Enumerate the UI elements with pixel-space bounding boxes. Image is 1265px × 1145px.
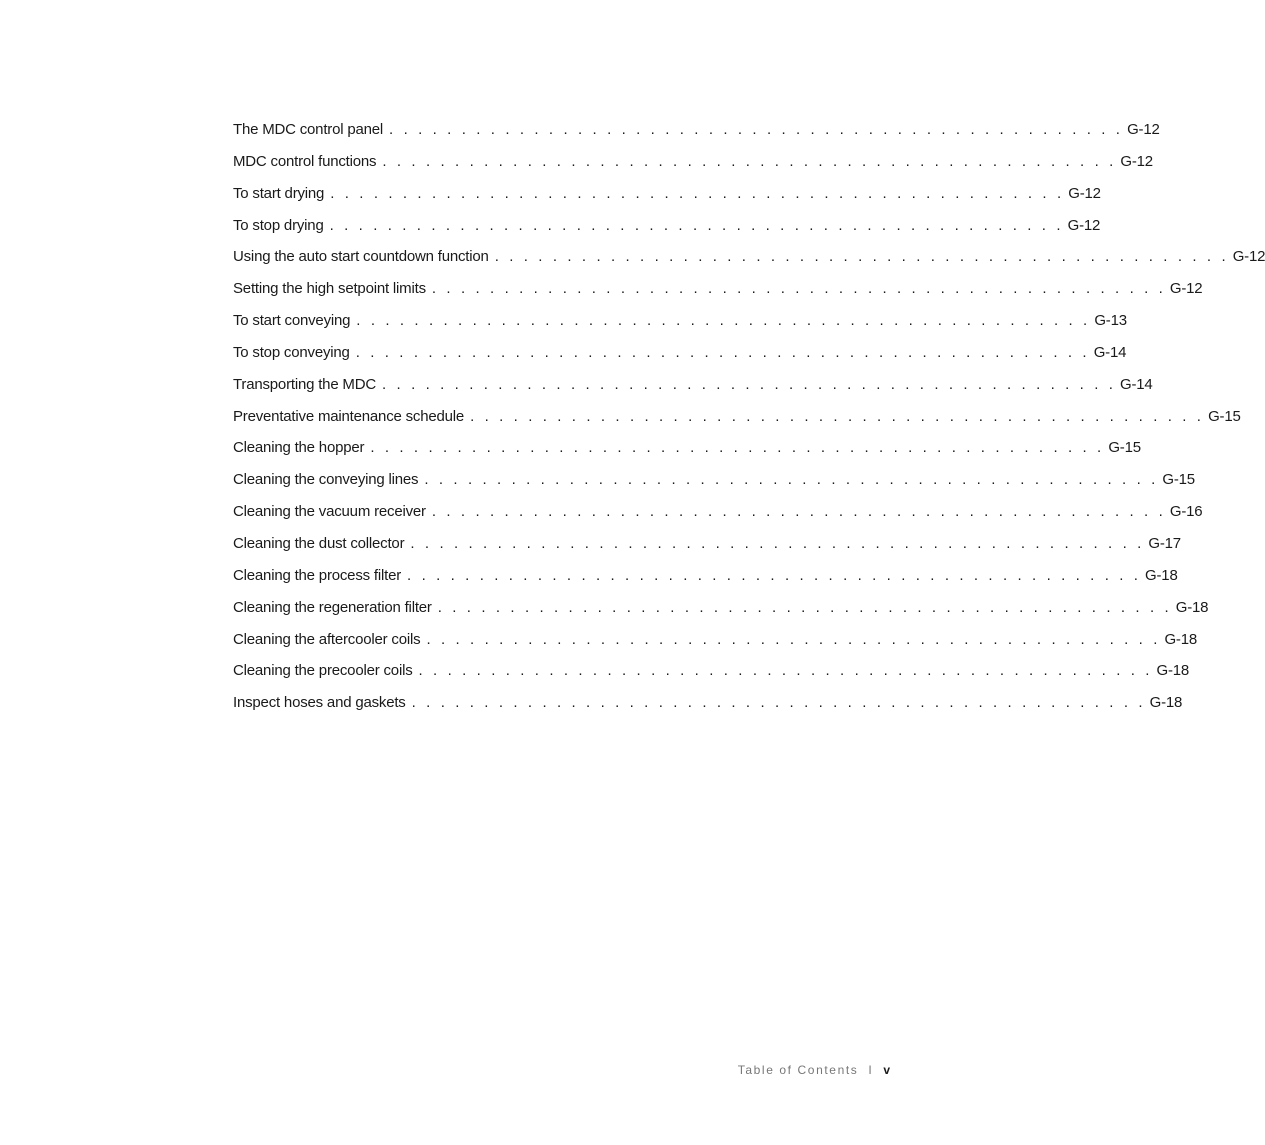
toc-entry-page: G-14 xyxy=(1120,375,1153,393)
page-footer xyxy=(738,1063,890,1077)
dot-leader: . . . . . . . . . . . . . . . . . . . . . . . . . . . . . . . . . . . . . . . . . . . . . . . . . . . xyxy=(407,566,1142,584)
dot-leader: . . . . . . . . . . . . . . . . . . . . . . . . . . . . . . . . . . . . . . . . . . . . . . . . . . . xyxy=(470,407,1205,425)
toc-entry-title: Cleaning the vacuum receiver xyxy=(233,503,426,521)
toc-entry-title: To start conveying xyxy=(233,312,351,330)
toc-entry-page: G-16 xyxy=(1169,503,1203,521)
dot-leader: . . . . . . . . . . . . . . . . . . . . . . . . . . . . . . . . . . . . . . . . . . . . . . . . . . . xyxy=(370,439,1105,457)
toc-entry[interactable] xyxy=(233,121,1160,153)
toc-entry-page: G-14 xyxy=(1093,343,1127,361)
toc-entry-page: G-18 xyxy=(1164,630,1198,648)
toc-entry[interactable] xyxy=(233,694,1183,726)
toc-entry[interactable] xyxy=(233,439,1141,471)
toc-entry[interactable] xyxy=(233,343,1127,376)
toc-entry-title: Cleaning the dust collector xyxy=(233,534,405,552)
dot-leader: . . . . . . . . . . . . . . . . . . . . . . . . . . . . . . . . . . . . . . . . . . . . . . . . . . . xyxy=(330,184,1065,202)
toc-entry-page: G-18 xyxy=(1145,566,1178,584)
footer-page-number: v xyxy=(883,1063,890,1077)
dot-leader: . . . . . . . . . . . . . . . . . . . . . . . . . . . . . . . . . . . . . . . . . . . . . . . . . . . xyxy=(431,503,1166,521)
toc-entry-page: G-17 xyxy=(1148,534,1181,552)
dot-leader: . . . . . . . . . . . . . . . . . . . . . . . . . . . . . . . . . . . . . . . . . . . . . . . . . . . xyxy=(329,216,1064,234)
toc-entry[interactable] xyxy=(233,471,1195,503)
toc-entry-title: To start drying xyxy=(233,184,325,202)
dot-leader: . . . . . . . . . . . . . . . . . . . . . . . . . . . . . . . . . . . . . . . . . . . . . . . . . . . xyxy=(355,343,1090,361)
toc-entry-title: Inspect hoses and gaskets xyxy=(233,694,406,712)
dot-leader: . . . . . . . . . . . . . . . . . . . . . . . . . . . . . . . . . . . . . . . . . . . . . . . . . . . xyxy=(426,630,1161,648)
footer-section-title: Table of Contents xyxy=(737,1063,859,1077)
dot-leader: . . . . . . . . . . . . . . . . . . . . . . . . . . . . . . . . . . . . . . . . . . . . . . . . . . . xyxy=(356,312,1091,330)
dot-leader: . . . . . . . . . . . . . . . . . . . . . . . . . . . . . . . . . . . . . . . . . . . . . . . . . . . xyxy=(411,694,1146,712)
toc-entry-page: G-12 xyxy=(1232,248,1265,266)
toc-entry[interactable] xyxy=(233,312,1127,344)
toc-entry-page: G-12 xyxy=(1068,184,1101,202)
dot-leader: . . . . . . . . . . . . . . . . . . . . . . . . . . . . . . . . . . . . . . . . . . . . . . . . . . . xyxy=(424,471,1159,489)
toc-entry-page: G-12 xyxy=(1120,152,1153,170)
toc-entry-page: G-13 xyxy=(1094,312,1127,330)
toc-entry[interactable] xyxy=(233,152,1153,185)
toc-entry-page: G-18 xyxy=(1156,662,1190,680)
toc-entry-title: Using the auto start countdown function xyxy=(233,248,489,266)
toc-entry[interactable] xyxy=(233,280,1203,312)
footer-separator: I xyxy=(868,1063,874,1077)
toc-entry[interactable] xyxy=(233,630,1198,663)
toc-entry-title: The MDC control panel xyxy=(233,121,384,138)
toc-entry[interactable] xyxy=(233,534,1181,567)
toc-entry-title: Cleaning the precooler coils xyxy=(233,662,413,680)
toc-entry-title: Preventative maintenance schedule xyxy=(233,407,465,425)
toc-entry[interactable] xyxy=(233,216,1101,249)
table-of-contents xyxy=(233,121,1265,726)
toc-entry-page: G-18 xyxy=(1175,598,1209,616)
toc-entry[interactable] xyxy=(233,598,1209,631)
toc-entry-page: G-12 xyxy=(1067,216,1101,234)
toc-entry-page: G-18 xyxy=(1149,694,1183,712)
dot-leader: . . . . . . . . . . . . . . . . . . . . . . . . . . . . . . . . . . . . . . . . . . . . . . . . . . . xyxy=(437,598,1172,616)
toc-entry-title: Cleaning the hopper xyxy=(233,439,365,457)
dot-leader: . . . . . . . . . . . . . . . . . . . . . . . . . . . . . . . . . . . . . . . . . . . . . . . . . . . xyxy=(389,121,1124,138)
toc-entry[interactable] xyxy=(233,407,1241,440)
dot-leader: . . . . . . . . . . . . . . . . . . . . . . . . . . . . . . . . . . . . . . . . . . . . . . . . . . . xyxy=(410,534,1145,552)
toc-entry-title: To stop drying xyxy=(233,216,324,234)
toc-entry[interactable] xyxy=(233,184,1101,217)
toc-entry-page: G-12 xyxy=(1127,121,1160,138)
dot-leader: . . . . . . . . . . . . . . . . . . . . . . . . . . . . . . . . . . . . . . . . . . . . . . . . . . . xyxy=(382,152,1117,170)
dot-leader: . . . . . . . . . . . . . . . . . . . . . . . . . . . . . . . . . . . . . . . . . . . . . . . . . . . xyxy=(382,375,1117,393)
toc-entry[interactable] xyxy=(233,248,1265,280)
toc-entry[interactable] xyxy=(233,375,1153,408)
toc-entry-page: G-12 xyxy=(1169,280,1203,298)
toc-entry[interactable] xyxy=(233,503,1203,535)
toc-entry-title: MDC control functions xyxy=(233,152,377,170)
toc-entry-title: Cleaning the process filter xyxy=(233,566,402,584)
toc-entry-title: Setting the high setpoint limits xyxy=(233,280,426,298)
toc-entry-page: G-15 xyxy=(1108,439,1141,457)
toc-entry-title: To stop conveying xyxy=(233,343,350,361)
toc-entry-page: G-15 xyxy=(1208,407,1241,425)
toc-entry-page: G-15 xyxy=(1162,471,1195,489)
toc-entry-title: Transporting the MDC xyxy=(233,375,376,393)
dot-leader: . . . . . . . . . . . . . . . . . . . . . . . . . . . . . . . . . . . . . . . . . . . . . . . . . . . xyxy=(431,280,1166,298)
toc-entry-title: Cleaning the aftercooler coils xyxy=(233,630,421,648)
toc-entry-title: Cleaning the conveying lines xyxy=(233,471,419,489)
toc-entry[interactable] xyxy=(233,662,1190,694)
toc-entry-title: Cleaning the regeneration filter xyxy=(233,598,432,616)
dot-leader: . . . . . . . . . . . . . . . . . . . . . . . . . . . . . . . . . . . . . . . . . . . . . . . . . . . xyxy=(418,662,1153,680)
dot-leader: . . . . . . . . . . . . . . . . . . . . . . . . . . . . . . . . . . . . . . . . . . . . . . . . . . . xyxy=(494,248,1229,266)
toc-entry[interactable] xyxy=(233,566,1178,599)
